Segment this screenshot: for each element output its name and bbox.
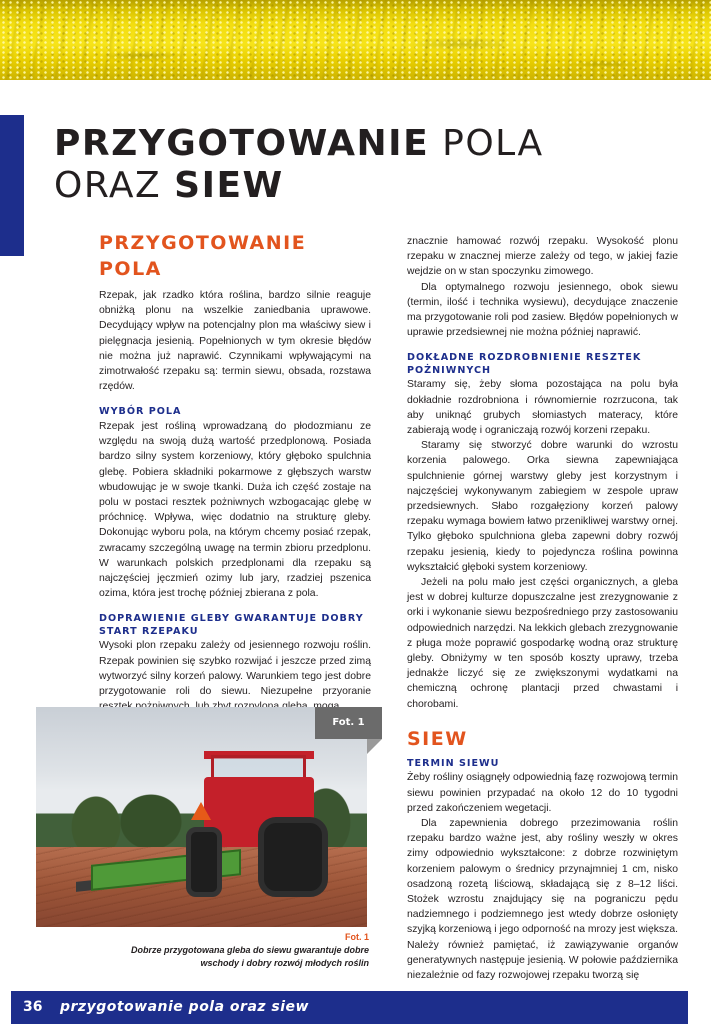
title-word-siew: SIEW: [174, 165, 284, 206]
paragraph-korzen-palowy: Staramy się stworzyć dobre warunki do wzrostu korzenia palowego. Orka siewna zapewniająca spulchnienie górnej warstwy gleby jest korzystnym i najczęściej wykonywanym zabiegiem w zespole upraw przedsiewnych. Słabo rozgałęziony korzeń palowy rzepaku wymaga bowiem łatwo przenikliwej warstwy ornej. Tylko głęboko spulchniona gleba zapewni dobry rozwój rzepaku jesienią, kiedy to pojedyncza roślina powinna wykształcić głęboki system korzeniowy.: [407, 440, 678, 573]
photo-tag: Fot. 1: [315, 707, 382, 739]
intro-paragraph: Rzepak, jak rzadko która roślina, bardzo silnie reaguje obniżką plonu na wszelkie zaniedbania uprawowe. Decydujący wpływ na potencjalny plon ma właściwy siew i pielęgnacja jesienią. Popełnionych w tym okresie błędów nie można już naprawić. Czynnikami wpływającymi na zimotrwałość rzepaku są: termin siewu, obsada, rozstawa rzędów.: [99, 290, 371, 393]
tractor-photo: [36, 707, 367, 927]
right-column: [407, 234, 678, 983]
caption-label: Fot. 1: [345, 932, 369, 942]
title-word-przygotowanie: PRZYGOTOWANIE: [54, 123, 430, 164]
subheading-rozdrobnienie-resztek: DOKŁADNE ROZDROBNIENIE RESZTEK POŻNIWNYCH: [407, 352, 642, 376]
subheading-wybor-pola: WYBÓR POLA: [99, 406, 182, 418]
tractor-front-wheel: [186, 827, 222, 897]
photo-caption: [99, 931, 369, 970]
page-footer: [11, 991, 688, 1024]
subheading-doprawienie-gleby: DOPRAWIENIE GLEBY GWARANTUJE DOBRY START RZEPAKU: [99, 613, 364, 637]
page-number: 36: [23, 999, 43, 1015]
section-heading-przygotowanie-pola: PRZYGOTOWANIE POLA: [99, 232, 307, 280]
flower-texture: [0, 0, 711, 80]
paragraph-termin-siewu: Żeby rośliny osiągnęły odpowiednią fazę rozwojową termin siewu powinien przypadać na około 12 do 10 tygodni przed zakończeniem wegetacji.: [407, 772, 678, 814]
title-word-pola: POLA: [442, 123, 544, 164]
section-heading-siew: SIEW: [407, 727, 468, 750]
warning-triangle-icon: [191, 802, 211, 820]
subheading-termin-siewu: TERMIN SIEWU: [407, 757, 500, 769]
left-column: [99, 230, 371, 714]
paragraph-siew-bezposredni: Jeżeli na polu mało jest części organicznych, a gleba jest w dobrej kulturze dopuszczalne jest zrezygnowanie z orki i wykonanie siewu bezpośredniego przy zastosowaniu odpowiednich narzędzi. Na lekkich glebach zrezygnowanie z pługa może poprawić gospodarkę wodną oraz strukturę gleby. Obniżymy w ten sposób koszty uprawy, trzeba jednakże liczyć się ze zwiększonymi wydatkami na chemiczną ochronę plantacji przed chwastami i chorobami.: [407, 577, 678, 710]
rapeseed-field-photo: [0, 0, 711, 80]
paragraph-optymalny-rozwoj: Dla optymalnego rozwoju jesiennego, obok siewu (termin, ilość i technika wysiewu), decydujące znaczenie ma przygotowanie roli pod zasiew. Błędów popełnionych w uprawie przedsiewnej nie można później naprawić.: [407, 281, 678, 339]
footer-section-title: przygotowanie pola oraz siew: [60, 999, 309, 1015]
title-word-oraz: ORAZ: [54, 165, 162, 206]
side-accent-bar: [0, 115, 24, 256]
photo-tag-fold: [367, 739, 382, 754]
paragraph-wybor-pola: Rzepak jest rośliną wprowadzaną do płodozmianu ze względu na swoją dużą wartość przedplonową. Posiada bardzo silny system korzeniowy, który głęboko spulchnia glebę. Pobiera składniki pokarmowe z głębszych warstw wbudowując je w swoje tkanki. Duża ich część zostaje na polu w postaci resztek pożniwnych wzbogacając glebę w próchnicę. Wpływa, więc dodatnio na strukturę gleby. Dokonując wyboru pola, na którym chcemy posiać rzepak, zwracamy szczególną uwagę na termin zbioru przedplonu. W warunkach polskich przedplonami dla rzepaku są najczęściej jęczmień ozimy lub jary, rzadziej pszenica ozima, która jest trochę później zbierana z pola.: [99, 420, 371, 600]
paragraph-continuation: znacznie hamować rozwój rzepaku. Wysokość plonu rzepaku w znacznej mierze zależy od tego, w jakiej fazie wejdzie on w stan spoczynku zimowego.: [407, 236, 678, 278]
paragraph-doprawienie-gleby: Wysoki plon rzepaku zależy od jesiennego rozwoju roślin. Rzepak powinien się szybko rozwijać i jeszcze przed zimą wytworzyć silny korzeń palowy. Warunkiem tego jest dobre przygotowanie roli do siewu. Niezupełne przyoranie: [99, 640, 371, 697]
paragraph-rozdrobnienie: Staramy się, żeby słoma pozostająca na polu była dokładnie rozdrobniona i równomiernie rozrzucona, tak aby uniknąć grubych słomiastych materacy, które zabierają wodę i ograniczają rozwój korzeni rzepaku.: [407, 379, 678, 437]
page-title: [54, 123, 544, 207]
paragraph-przezimowanie: Dla zapewnienia dobrego przezimowania roślin rzepaku bardzo ważne jest, aby rośliny weszły w okres zimy odpowiednio wykształcone: z dobrze rozwiniętym korzeniem palowym o średnicy przynajmniej 1 cm, nisko osadzoną rozetą liściową, składającą się z 8–12 liści. Stożek wzrostu znajdujący się na pograniczu pędu nadziemnego i podziemnego jest wtedy dobrze osłonięty szyjką korzeniową i jego odporność na mrozy jest większa. Należy również pamiętać, iż zawiązywanie organów generatywnych następuje jesienią. W połowie października niezależnie od fazy rozwojowej rzepaku tworzą się: [407, 818, 678, 982]
caption-text: Dobrze przygotowana gleba do siewu gwarantuje dobre wschody i dobry rozwój młodych roślin: [130, 945, 369, 968]
tractor-rear-wheel: [258, 817, 328, 897]
